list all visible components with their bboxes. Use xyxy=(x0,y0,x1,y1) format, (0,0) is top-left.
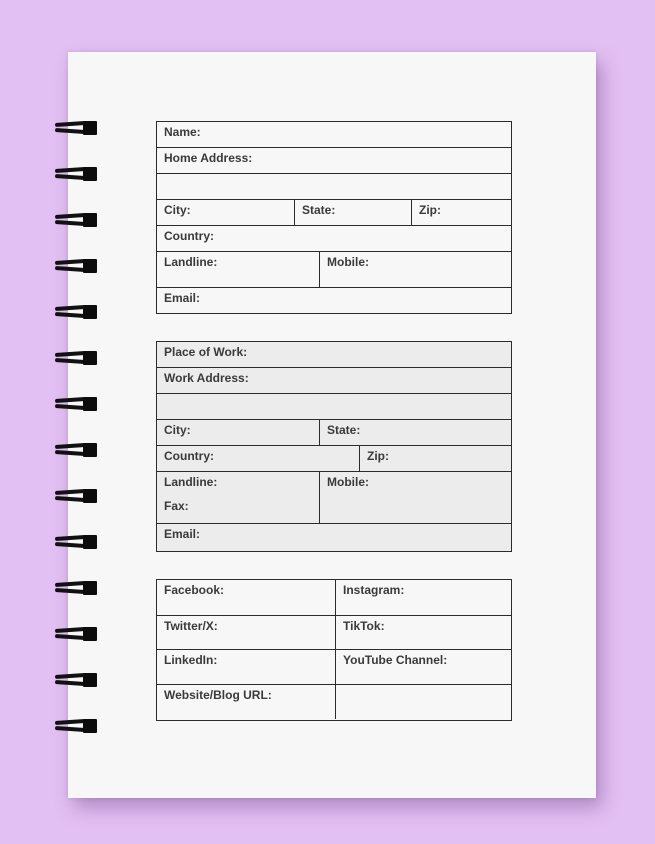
work-address-line2 xyxy=(157,394,511,420)
linkedin-label: LinkedIn: xyxy=(164,653,218,667)
work-zip-field[interactable] xyxy=(359,446,511,471)
mobile-field[interactable] xyxy=(319,252,511,287)
work-address-label: Work Address: xyxy=(164,371,249,385)
home-address-line2-field[interactable] xyxy=(157,174,511,199)
country-row xyxy=(157,226,511,252)
home-address-line2 xyxy=(157,174,511,200)
work-email-field[interactable] xyxy=(157,524,511,550)
work-city-state-row xyxy=(157,420,511,446)
work-country-label: Country: xyxy=(164,449,214,463)
instagram-field[interactable] xyxy=(335,580,511,615)
work-landline-fax-field[interactable] xyxy=(157,472,319,523)
website-label: Website/Blog URL: xyxy=(164,688,272,702)
place-of-work-field[interactable] xyxy=(157,342,511,367)
youtube-field[interactable] xyxy=(335,650,511,684)
binding-ring xyxy=(55,166,99,182)
binding-ring xyxy=(55,488,99,504)
tiktok-field[interactable] xyxy=(335,616,511,649)
work-landline-label: Landline: xyxy=(164,475,218,489)
place-of-work-label: Place of Work: xyxy=(164,345,248,359)
city-field[interactable] xyxy=(157,200,294,225)
twitter-field[interactable] xyxy=(157,616,335,649)
twitter-label: Twitter/X: xyxy=(164,619,218,633)
social-row-4 xyxy=(157,685,511,719)
email-label: Email: xyxy=(164,291,201,305)
home-address-field[interactable] xyxy=(157,148,511,173)
social-row-3 xyxy=(157,650,511,685)
work-address-line2-field[interactable] xyxy=(157,394,511,419)
facebook-label: Facebook: xyxy=(164,583,225,597)
work-state-field[interactable] xyxy=(319,420,511,445)
binding-ring xyxy=(55,396,99,412)
work-state-label: State: xyxy=(327,423,361,437)
binding-ring xyxy=(55,580,99,596)
binding-ring xyxy=(55,350,99,366)
work-email-label: Email: xyxy=(164,527,201,541)
work-country-field[interactable] xyxy=(157,446,359,471)
work-address-field[interactable] xyxy=(157,368,511,393)
binding-ring xyxy=(55,442,99,458)
binding-ring xyxy=(55,120,99,136)
mobile-label: Mobile: xyxy=(327,255,369,269)
email-row xyxy=(157,288,511,312)
name-row xyxy=(157,122,511,148)
work-mobile-field[interactable] xyxy=(319,472,511,523)
home-address-label: Home Address: xyxy=(164,151,253,165)
phone-row xyxy=(157,252,511,288)
work-city-label: City: xyxy=(164,423,191,437)
social-media-section xyxy=(156,579,512,721)
country-label: Country: xyxy=(164,229,214,243)
work-address-row xyxy=(157,368,511,394)
binding-ring xyxy=(55,212,99,228)
zip-label: Zip: xyxy=(419,203,441,217)
spiral-binding xyxy=(0,0,100,844)
work-city-field[interactable] xyxy=(157,420,319,445)
landline-label: Landline: xyxy=(164,255,218,269)
work-fax-label: Fax: xyxy=(164,499,189,513)
place-of-work-row xyxy=(157,342,511,368)
binding-ring xyxy=(55,672,99,688)
landline-field[interactable] xyxy=(157,252,319,287)
work-info-section xyxy=(156,341,512,552)
work-country-zip-row xyxy=(157,446,511,472)
name-field[interactable] xyxy=(157,122,511,147)
work-zip-label: Zip: xyxy=(367,449,389,463)
binding-ring xyxy=(55,304,99,320)
work-phone-row xyxy=(157,472,511,524)
social-row-2 xyxy=(157,616,511,650)
personal-info-section xyxy=(156,121,512,314)
state-label: State: xyxy=(302,203,336,217)
city-state-zip-row xyxy=(157,200,511,226)
binding-ring xyxy=(55,718,99,734)
youtube-label: YouTube Channel: xyxy=(343,653,448,667)
work-email-row xyxy=(157,524,511,550)
website-field[interactable] xyxy=(157,685,335,719)
instagram-label: Instagram: xyxy=(343,583,405,597)
zip-field[interactable] xyxy=(411,200,511,225)
name-label: Name: xyxy=(164,125,201,139)
home-address-row xyxy=(157,148,511,174)
website-value-field[interactable] xyxy=(335,685,511,719)
social-row-1 xyxy=(157,580,511,616)
city-label: City: xyxy=(164,203,191,217)
linkedin-field[interactable] xyxy=(157,650,335,684)
facebook-field[interactable] xyxy=(157,580,335,615)
binding-ring xyxy=(55,626,99,642)
country-field[interactable] xyxy=(157,226,511,251)
email-field[interactable] xyxy=(157,288,511,312)
tiktok-label: TikTok: xyxy=(343,619,385,633)
state-field[interactable] xyxy=(294,200,411,225)
binding-ring xyxy=(55,258,99,274)
binding-ring xyxy=(55,534,99,550)
work-mobile-label: Mobile: xyxy=(327,475,369,489)
